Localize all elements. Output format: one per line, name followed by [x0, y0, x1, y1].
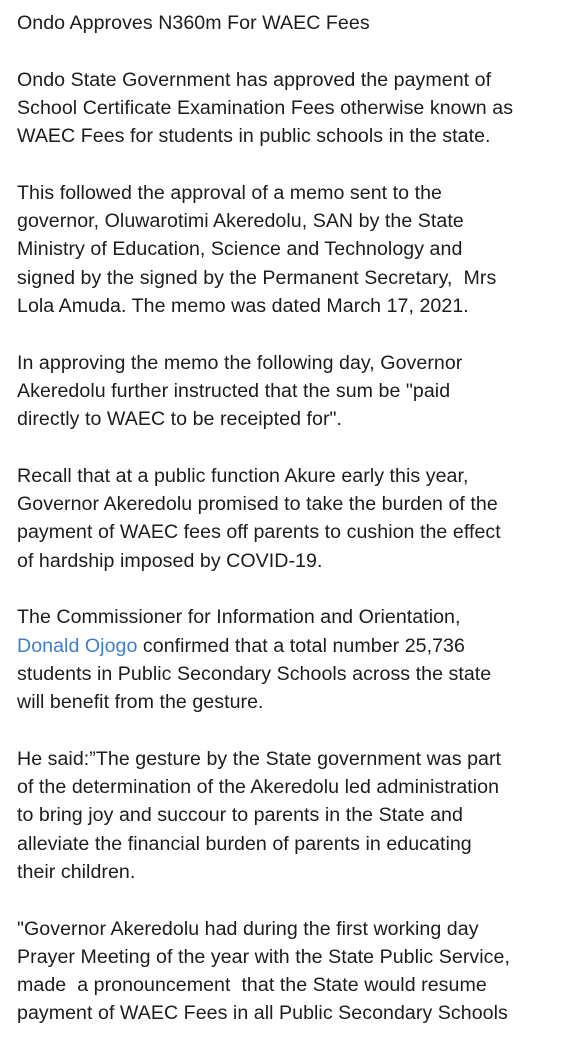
text-line: alleviate the financial burden of parents in educating — [17, 832, 472, 855]
text-line: their children. — [17, 860, 136, 883]
text-line: He said:”The gesture by the State government was part — [17, 747, 502, 770]
text-line: of the determination of the Akeredolu led administration — [17, 776, 500, 799]
text-line: This followed the approval of a memo sent to the — [17, 181, 442, 204]
text-line: In approving the memo the following day, Governor — [17, 351, 463, 374]
text-line: The Commissioner for Information and Orientation, — [17, 606, 461, 629]
text-line: Ondo State Government has approved the payment of — [17, 68, 492, 91]
donald-ojogo-link[interactable]: Donald Ojogo — [17, 634, 138, 657]
text-line: signed by the signed by the Permanent Secretary, Mrs — [17, 266, 497, 289]
text-line: Recall that at a public function Akure early this year, — [17, 464, 469, 487]
text-line: School Certificate Examination Fees otherwise known as — [17, 96, 514, 119]
text-line: Lola Amuda. The memo was dated March 17, 2021. — [17, 294, 469, 317]
paragraph-4 — [17, 462, 577, 575]
paragraph-3 — [17, 349, 577, 434]
text-line-with-link — [17, 632, 577, 660]
text-line: directly to WAEC to be receipted for". — [17, 408, 343, 431]
text-line: students in Public Secondary Schools across the state — [17, 662, 492, 685]
text-line: Ministry of Education, Science and Technology and — [17, 238, 463, 261]
text-line: governor, Oluwarotimi Akeredolu, SAN by the State — [17, 210, 464, 233]
text-line: to bring joy and succour to parents in the State and — [17, 804, 463, 827]
paragraph-5 — [17, 603, 577, 716]
paragraph-6 — [17, 745, 577, 886]
text-line: Akeredolu further instructed that the sum be "paid — [17, 379, 451, 402]
text-line: Governor Akeredolu promised to take the burden of the — [17, 493, 498, 516]
paragraph-7 — [17, 915, 577, 1028]
title-line: Ondo Approves N360m For WAEC Fees — [17, 12, 370, 34]
text-line: of hardship imposed by COVID-19. — [17, 549, 323, 572]
text-line: Prayer Meeting of the year with the State Public Service, — [17, 945, 510, 968]
text-line: payment of WAEC fees off parents to cushion the effect — [17, 521, 501, 544]
text-line: will benefit from the gesture. — [17, 691, 264, 714]
article — [17, 9, 577, 1056]
text-line: "Governor Akeredolu had during the first working day — [17, 917, 479, 940]
paragraph-1 — [17, 66, 577, 151]
article-title — [17, 9, 577, 37]
paragraph-2 — [17, 179, 577, 320]
text-line: made a pronouncement that the State would resume — [17, 974, 487, 997]
text-fragment: confirmed that a total number 25,736 — [137, 634, 465, 657]
text-line: payment of WAEC Fees in all Public Secondary Schools — [17, 1002, 508, 1025]
text-line: WAEC Fees for students in public schools in the state. — [17, 125, 491, 148]
